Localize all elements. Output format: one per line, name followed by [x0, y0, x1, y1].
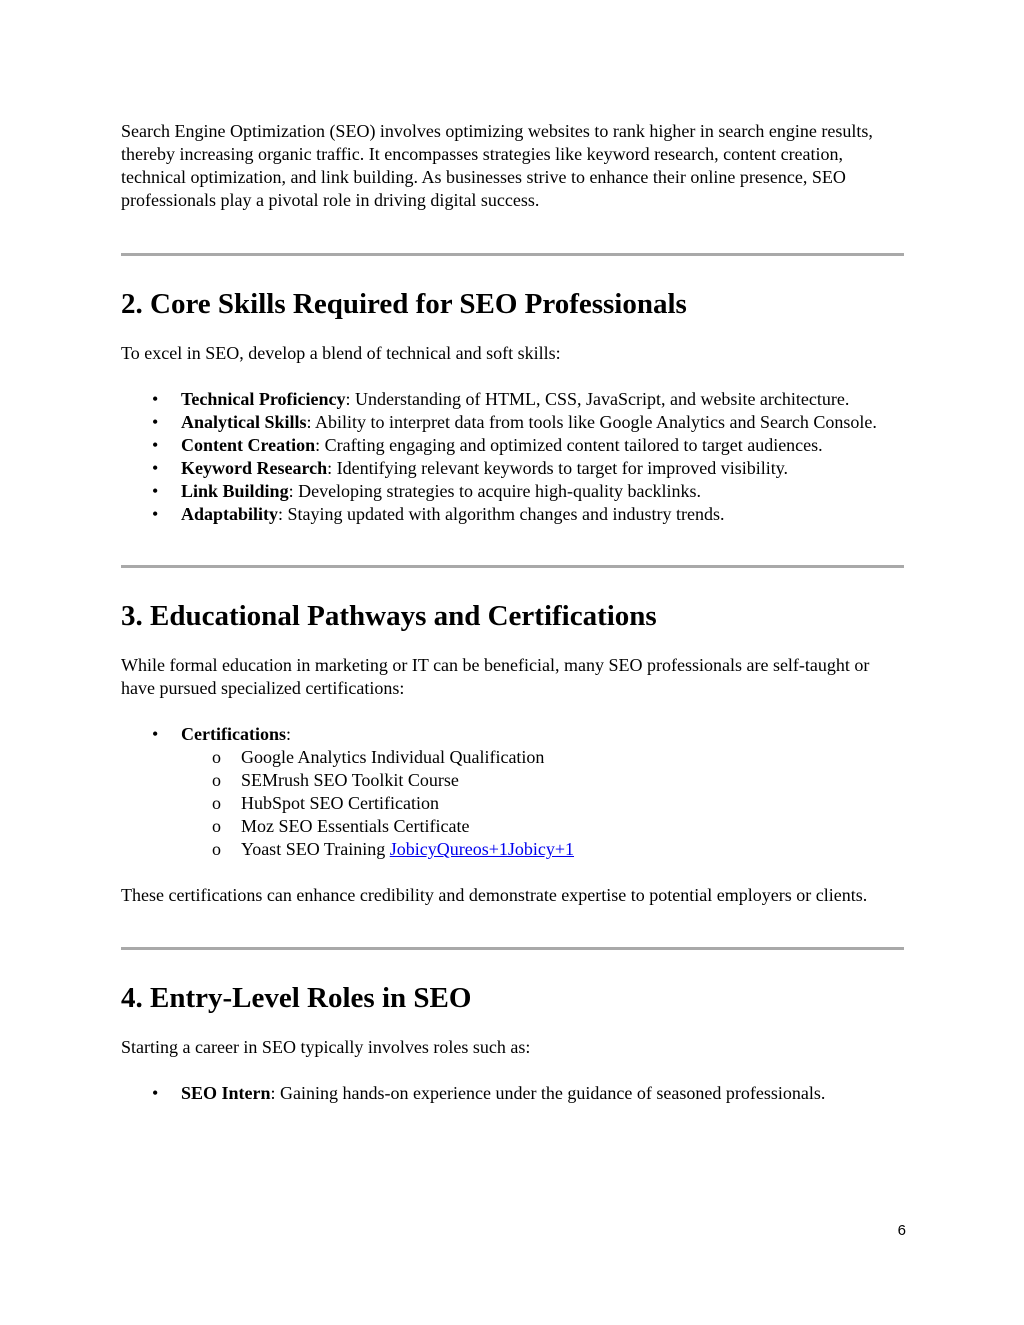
list-item-term: Analytical Skills — [181, 412, 307, 432]
list-item — [121, 503, 904, 526]
sub-bullet-icon: o — [212, 793, 221, 813]
list-item — [121, 434, 904, 457]
list-item — [121, 457, 904, 480]
bullet-icon: • — [152, 1083, 159, 1103]
list-item-text: : Developing strategies to acquire high-quality backlinks. — [288, 481, 701, 501]
list-item — [121, 388, 893, 411]
sublist-item-text: SEMrush SEO Toolkit Course — [241, 770, 459, 790]
list-item-text: : Ability to interpret data from tools like Google Analytics and Search Console. — [306, 412, 877, 432]
list-item — [121, 1082, 904, 1105]
section-divider — [121, 253, 904, 256]
bullet-icon: • — [152, 481, 159, 501]
page-number: 6 — [897, 1222, 906, 1239]
sublist-item-text: HubSpot SEO Certification — [241, 793, 439, 813]
sub-bullet-icon: o — [212, 747, 221, 767]
list-item-text: : Gaining hands-on experience under the guidance of seasoned professionals. — [270, 1083, 826, 1103]
intro-paragraph: Search Engine Optimization (SEO) involves optimizing websites to rank higher in search engine results, thereby increasing organic traffic. It encompasses strategies like keyword research, content creation, technical optimization, and link building. As businesses strive to enhance their online presence, SEO professionals play a pivotal role in driving digital success. — [121, 121, 873, 210]
list-item-term: Adaptability — [181, 504, 279, 524]
source-link[interactable]: JobicyQureos+1Jobicy+1 — [389, 839, 575, 859]
sublist-item-text: Yoast SEO Training — [241, 839, 390, 859]
list-item-text: : Crafting engaging and optimized content tailored to target audiences. — [315, 435, 823, 455]
bullet-icon: • — [152, 724, 159, 744]
list-item-term: Keyword Research — [181, 458, 328, 478]
bullet-icon: • — [152, 412, 159, 432]
list-item-text: : — [285, 724, 291, 744]
bullet-icon: • — [152, 389, 159, 409]
section-lead: To excel in SEO, develop a blend of technical and soft skills: — [121, 343, 561, 363]
bullet-icon: • — [152, 504, 159, 524]
certification-sublist — [121, 746, 904, 861]
core-skills-list — [121, 388, 904, 526]
entry-roles-list — [121, 1082, 904, 1105]
list-item-term: Link Building — [181, 481, 289, 501]
sub-bullet-icon: o — [212, 816, 221, 836]
list-item-term: SEO Intern — [181, 1083, 271, 1103]
bullet-icon: • — [152, 435, 159, 455]
list-item — [121, 480, 904, 503]
page-content — [121, 120, 904, 1105]
sublist-item — [121, 769, 904, 792]
list-item-text: : Understanding of HTML, CSS, JavaScript, and website architecture. — [345, 389, 850, 409]
list-item-term: Content Creation — [181, 435, 316, 455]
list-item-term: Technical Proficiency — [181, 389, 346, 409]
section-divider — [121, 947, 904, 950]
sublist-item — [121, 838, 904, 861]
list-item-text: : Identifying relevant keywords to target for improved visibility. — [327, 458, 789, 478]
section-heading-education: 3. Educational Pathways and Certifications — [121, 600, 657, 632]
sublist-item-text: Google Analytics Individual Qualification — [241, 747, 545, 767]
bullet-icon: • — [152, 458, 159, 478]
sublist-item — [121, 746, 904, 769]
closing-paragraph: These certifications can enhance credibility and demonstrate expertise to potential employers or clients. — [121, 885, 868, 905]
section-heading-core-skills: 2. Core Skills Required for SEO Professionals — [121, 288, 687, 320]
list-item-text: : Staying updated with algorithm changes and industry trends. — [278, 504, 725, 524]
list-item — [121, 723, 904, 861]
sub-bullet-icon: o — [212, 839, 221, 859]
section-divider — [121, 565, 904, 568]
sub-bullet-icon: o — [212, 770, 221, 790]
section-heading-entry-roles: 4. Entry-Level Roles in SEO — [121, 982, 472, 1014]
list-item-term: Certifications — [181, 724, 286, 744]
sublist-item — [121, 815, 904, 838]
certifications-list — [121, 723, 904, 861]
sublist-item — [121, 792, 904, 815]
sublist-item-text: Moz SEO Essentials Certificate — [241, 816, 470, 836]
section-lead: While formal education in marketing or IT can be beneficial, many SEO professionals are self-taught or have pursued specialized certifications: — [121, 655, 870, 698]
list-item — [121, 411, 893, 434]
section-lead: Starting a career in SEO typically involves roles such as: — [121, 1037, 531, 1057]
